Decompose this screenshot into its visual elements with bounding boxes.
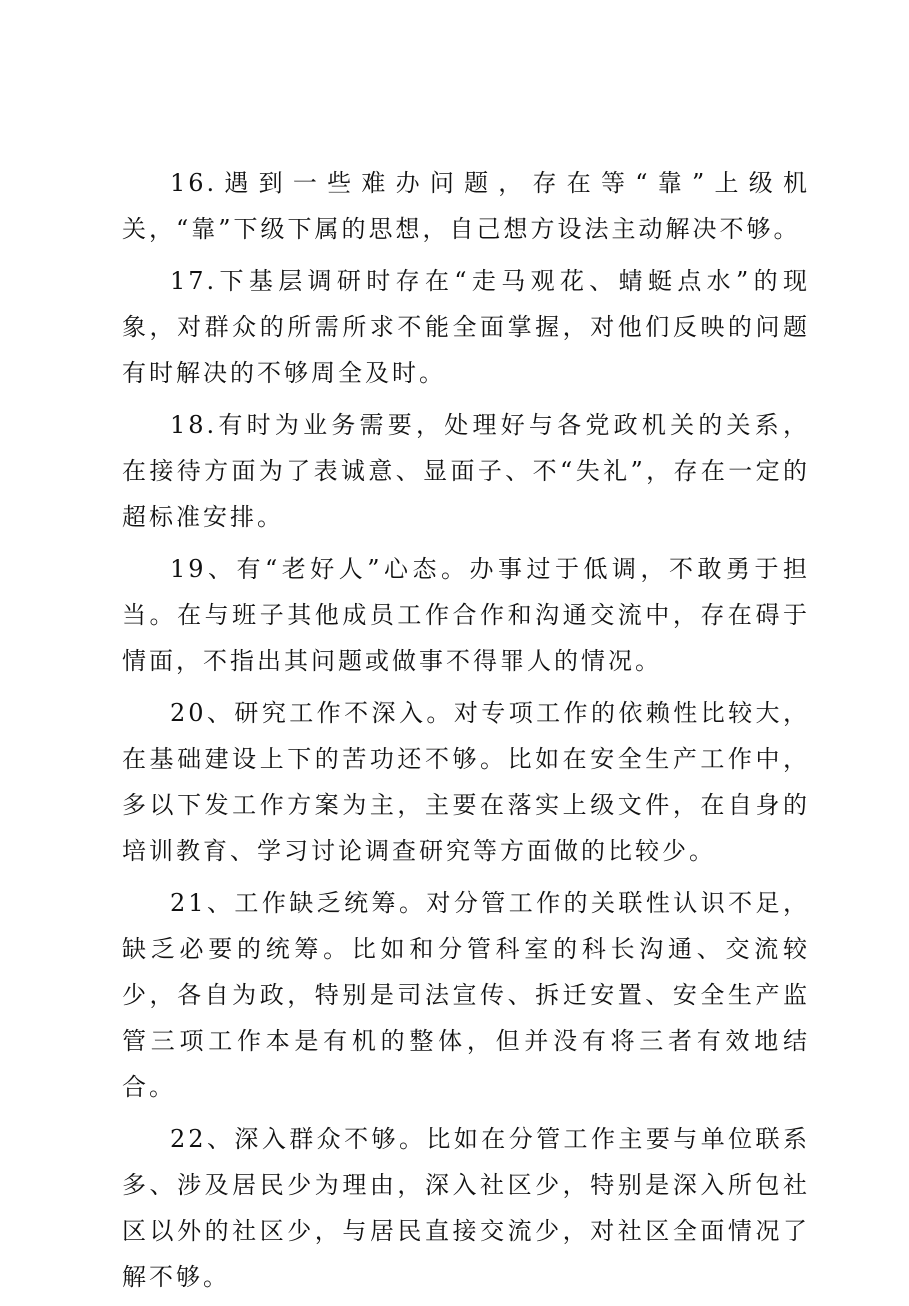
paragraph-21: 21、工作缺乏统筹。对分管工作的关联性认识不足，缺乏必要的统筹。比如和分管科室的科长沟通、交流较少，各自为政，特别是司法宣传、拆迁安置、安全生产监管三项工作本是有机的整体，但并没有将三者有效地结合。 [122, 889, 810, 1101]
paragraph-20: 20、研究工作不深入。对专项工作的依赖性比较大，在基础建设上下的苦功还不够。比如在安全生产工作中，多以下发工作方案为主，主要在落实上级文件，在自身的培训教育、学习讨论调查研究等方面做的比较少。 [122, 699, 810, 865]
paragraph-17: 17.下基层调研时存在“走马观花、蜻蜓点水”的现象，对群众的所需所求不能全面掌握，对他们反映的问题有时解决的不够周全及时。 [122, 267, 810, 387]
paragraph-18: 18.有时为业务需要，处理好与各党政机关的关系，在接待方面为了表诚意、显面子、不“失礼”，存在一定的超标准安排。 [122, 411, 810, 531]
document-body [122, 160, 810, 1306]
paragraph-22: 22、深入群众不够。比如在分管工作主要与单位联系多、涉及居民少为理由，深入社区少，特别是深入所包社区以外的社区少，与居民直接交流少，对社区全面情况了解不够。 [122, 1125, 810, 1291]
paragraph-19: 19、有“老好人”心态。办事过于低调，不敢勇于担当。在与班子其他成员工作合作和沟通交流中，存在碍于情面，不指出其问题或做事不得罪人的情况。 [122, 555, 810, 675]
paragraph-16: 16.遇到一些难办问题，存在等“靠”上级机关，“靠”下级下属的思想，自己想方设法主动解决不够。 [122, 169, 810, 243]
